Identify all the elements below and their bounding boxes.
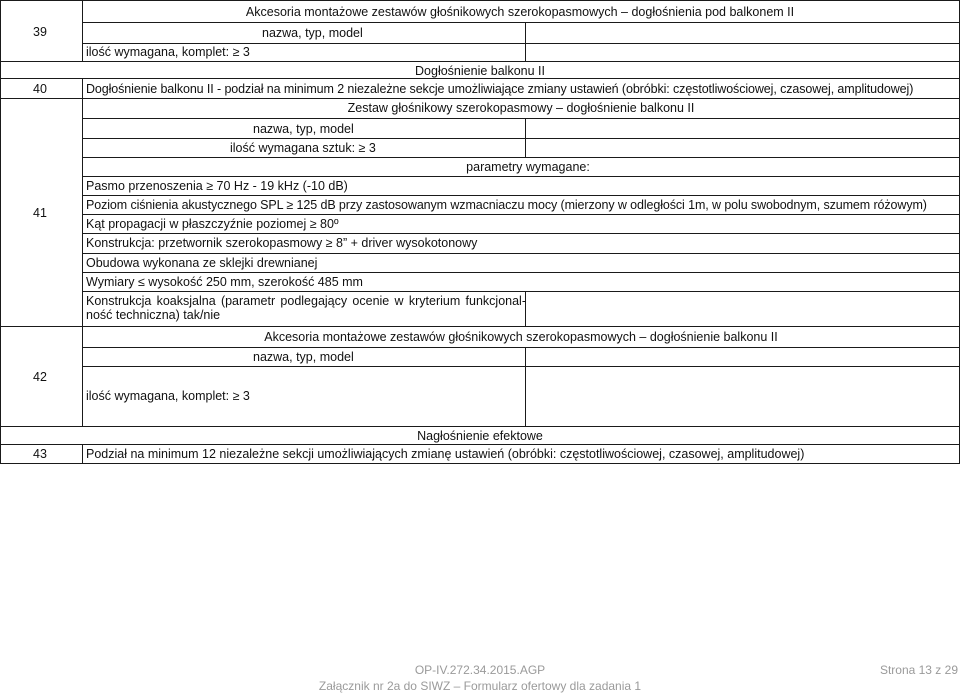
row-number: 40	[33, 82, 47, 96]
quantity-label: ilość wymagana, komplet: ≥ 3	[86, 389, 250, 403]
params-header: parametry wymagane:	[466, 160, 590, 174]
row-title: Zestaw głośnikowy szerokopasmowy – dogłośnienie balkonu II	[347, 101, 695, 115]
section-header: Dogłośnienie balkonu II	[415, 64, 545, 78]
row-title: Akcesoria montażowe zestawów głośnikowych szerokopasmowych – dogłośnienia pod balkonem II	[245, 5, 795, 19]
name-label: nazwa, typ, model	[253, 122, 354, 136]
section-header: Nagłośnienie efektowe	[417, 429, 543, 443]
footer-attachment: Załącznik nr 2a do SIWZ – Formularz ofertowy dla zadania 1	[318, 679, 642, 693]
row-number: 39	[33, 25, 47, 39]
row-number: 43	[33, 447, 47, 461]
row-number: 42	[33, 370, 47, 384]
name-label: nazwa, typ, model	[253, 350, 354, 364]
param-item: Pasmo przenoszenia ≥ 70 Hz - 19 kHz (-10 dB)	[86, 179, 348, 193]
quantity-label: ilość wymagana, komplet: ≥ 3	[86, 45, 250, 59]
name-label: nazwa, typ, model	[262, 26, 363, 40]
row-title: Akcesoria montażowe zestawów głośnikowych szerokopasmowych – dogłośnienie balkonu II	[264, 330, 778, 344]
param-item: Poziom ciśnienia akustycznego SPL ≥ 125 dB przy zastosowanym wzmacniaczu mocy (mierzony w odległości 1m, w polu swobodnym, szumem różowym)	[86, 198, 927, 212]
quantity-label: ilość wymagana sztuk: ≥ 3	[230, 141, 376, 155]
param-item: Obudowa wykonana ze sklejki drewnianej	[86, 256, 318, 270]
footer-reference: OP-IV.272.34.2015.AGP	[414, 663, 546, 677]
param-item: Wymiary ≤ wysokość 250 mm, szerokość 485 mm	[86, 275, 363, 289]
param-item: Konstrukcja koaksjalna (parametr podlegający ocenie w kryterium funkcjonalność techniczna) tak/nie	[86, 294, 526, 322]
row-number: 41	[33, 206, 47, 220]
param-item: Kąt propagacji w płaszczyźnie poziomej ≥ 80º	[86, 217, 339, 231]
param-item: Konstrukcja: przetwornik szerokopasmowy ≥ 8” + driver wysokotonowy	[86, 236, 478, 250]
row-description: Dogłośnienie balkonu II - podział na minimum 2 niezależne sekcje umożliwiające zmiany ustawień (obróbki: częstotliwościowej, czasowej, amplitudowej)	[86, 82, 914, 96]
page-number: Strona 13 z 29	[879, 663, 958, 677]
row-description: Podział na minimum 12 niezależne sekcji umożliwiających zmianę ustawień (obróbki: częstotliwościowej, czasowej, amplitudowej)	[86, 447, 805, 461]
